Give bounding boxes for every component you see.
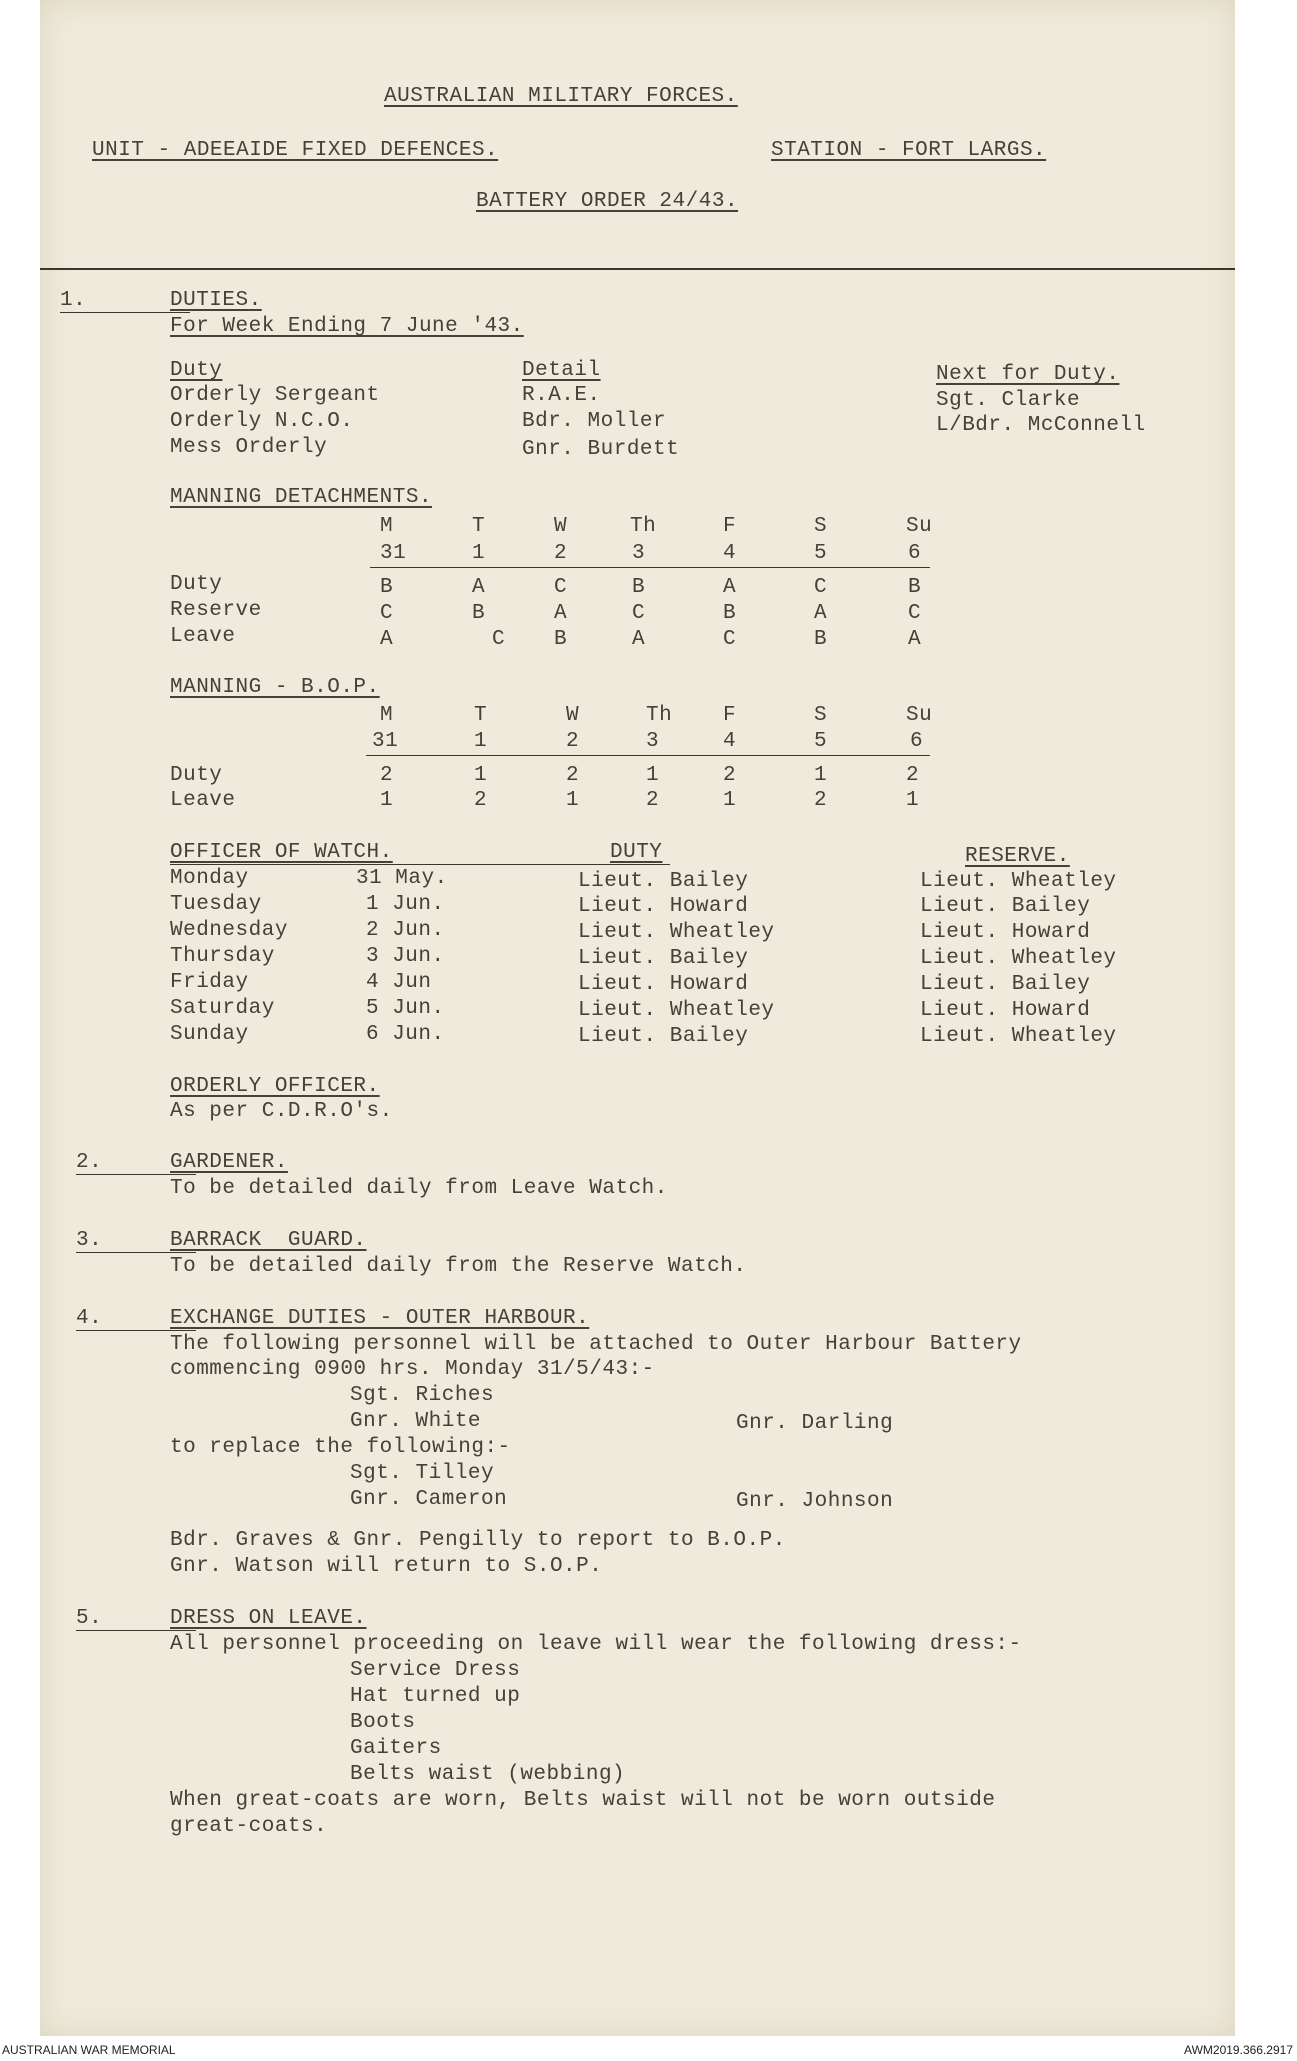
md-date-m: 31 — [380, 542, 407, 565]
section-3-number: 3. — [76, 1229, 103, 1252]
watch-row-6-day: Saturday — [170, 997, 275, 1020]
watch-row-2-date: 1 Jun. — [366, 893, 445, 916]
md-day-s: S — [814, 515, 828, 538]
md-date-t: 1 — [472, 542, 486, 565]
watch-row-1-date: 31 May. — [356, 867, 448, 890]
bop-leave-label: Leave — [170, 789, 236, 812]
watch-row-5-reserve: Lieut. Bailey — [920, 973, 1091, 996]
watch-row-2-duty: Lieut. Howard — [578, 895, 749, 918]
duty-row-3-duty: Mess Orderly — [170, 436, 328, 459]
duty-row-2-duty: Orderly N.C.O. — [170, 410, 354, 433]
md-reserve-su: C — [908, 602, 922, 625]
watch-row-6-duty: Lieut. Wheatley — [578, 999, 775, 1022]
bop-duty-su: 2 — [906, 764, 920, 787]
bop-duty-w: 2 — [566, 764, 580, 787]
dress-item-4: Gaiters — [350, 1737, 442, 1760]
bop-leave-th: 2 — [646, 789, 660, 812]
md-reserve-th: C — [632, 602, 646, 625]
md-day-m: M — [380, 515, 394, 538]
md-leave-m: A — [380, 628, 394, 651]
duty-row-1-next: Sgt. Clarke — [936, 389, 1081, 412]
watch-row-7-reserve: Lieut. Wheatley — [920, 1025, 1117, 1048]
duty-header: Duty — [170, 359, 223, 382]
section-1-title: DUTIES. — [170, 289, 262, 312]
replace-line: to replace the following:- — [170, 1436, 511, 1459]
dress-item-2: Hat turned up — [350, 1685, 521, 1708]
bop-duty-f: 2 — [723, 764, 737, 787]
md-reserve-m: C — [380, 602, 394, 625]
order-title: BATTERY ORDER 24/43. — [476, 190, 739, 213]
org-heading: AUSTRALIAN MILITARY FORCES. — [384, 85, 738, 108]
watch-row-4-reserve: Lieut. Wheatley — [920, 947, 1117, 970]
attach-gnr-2: Gnr. Darling — [736, 1412, 894, 1435]
station-line: STATION - FORT LARGS. — [771, 139, 1047, 162]
section-2-number: 2. — [76, 1151, 103, 1174]
md-leave-f: C — [723, 628, 737, 651]
replace-sgt: Sgt. Tilley — [350, 1462, 495, 1485]
section-5-number: 5. — [76, 1607, 103, 1630]
watch-row-3-duty: Lieut. Wheatley — [578, 921, 775, 944]
section-1-number: 1. — [60, 289, 87, 312]
dress-item-5: Belts waist (webbing) — [350, 1763, 626, 1786]
duty-row-1-duty: Orderly Sergeant — [170, 384, 380, 407]
watch-row-1-reserve: Lieut. Wheatley — [920, 870, 1117, 893]
md-reserve-w: A — [554, 602, 568, 625]
section-5-line-2: When great-coats are worn, Belts waist will not be worn outside — [170, 1789, 996, 1812]
manning-bop-title: MANNING - B.O.P. — [170, 676, 380, 699]
section-5-line-1: All personnel proceeding on leave will wear the following dress:- — [170, 1633, 1022, 1656]
watch-header-rule — [170, 864, 670, 865]
md-duty-su: B — [908, 576, 922, 599]
md-date-w: 2 — [554, 542, 568, 565]
bop-duty-t: 1 — [474, 764, 488, 787]
md-duty-label: Duty — [170, 573, 223, 596]
bop-date-su: 6 — [910, 730, 924, 753]
watch-row-3-day: Wednesday — [170, 919, 288, 942]
manning-detachments-title: MANNING DETACHMENTS. — [170, 486, 433, 509]
section-5-rule — [76, 1630, 196, 1631]
md-date-f: 4 — [723, 542, 737, 565]
section-4-line-4: Gnr. Watson will return to S.O.P. — [170, 1555, 603, 1578]
watch-row-6-reserve: Lieut. Howard — [920, 999, 1091, 1022]
bop-leave-m: 1 — [380, 789, 394, 812]
watch-row-7-day: Sunday — [170, 1023, 249, 1046]
section-5-line-3: great-coats. — [170, 1815, 328, 1838]
detail-header: Detail — [522, 359, 601, 382]
watch-row-3-date: 2 Jun. — [366, 919, 445, 942]
orderly-officer-title: ORDERLY OFFICER. — [170, 1075, 380, 1098]
attach-gnr-1: Gnr. White — [350, 1410, 482, 1433]
bop-leave-t: 2 — [474, 789, 488, 812]
md-reserve-t: B — [472, 602, 486, 625]
md-leave-t: C — [492, 628, 506, 651]
dress-item-1: Service Dress — [350, 1659, 521, 1682]
section-5-title: DRESS ON LEAVE. — [170, 1607, 367, 1630]
section-4-line-1: The following personnel will be attached to Outer Harbour Battery — [170, 1333, 1022, 1356]
watch-reserve-header: RESERVE. — [965, 845, 1070, 868]
next-duty-header: Next for Duty. — [936, 363, 1120, 386]
md-date-rule — [370, 567, 930, 568]
md-day-t: T — [472, 515, 486, 538]
bop-day-t: T — [474, 704, 488, 727]
bop-date-rule — [366, 755, 930, 756]
md-reserve-f: B — [723, 602, 737, 625]
unit-line: UNIT - ADEEAIDE FIXED DEFENCES. — [92, 139, 499, 162]
section-3-title: BARRACK GUARD. — [170, 1229, 367, 1252]
bop-date-s: 5 — [814, 730, 828, 753]
section-2-rule — [76, 1174, 196, 1175]
watch-row-5-duty: Lieut. Howard — [578, 973, 749, 996]
bop-day-th: Th — [646, 704, 673, 727]
watch-duty-header: DUTY — [610, 841, 663, 864]
section-3-text: To be detailed daily from the Reserve Watch. — [170, 1255, 747, 1278]
bop-leave-w: 1 — [566, 789, 580, 812]
watch-row-4-day: Thursday — [170, 945, 275, 968]
md-reserve-label: Reserve — [170, 599, 262, 622]
section-2-title: GARDENER. — [170, 1151, 288, 1174]
orderly-officer-text: As per C.D.R.O's. — [170, 1100, 393, 1123]
section-4-number: 4. — [76, 1307, 103, 1330]
md-leave-su: A — [908, 628, 922, 651]
watch-row-3-reserve: Lieut. Howard — [920, 921, 1091, 944]
document-sheet — [40, 0, 1235, 2036]
bop-duty-m: 2 — [380, 764, 394, 787]
watch-row-1-day: Monday — [170, 867, 249, 890]
md-duty-w: C — [554, 576, 568, 599]
bop-date-t: 1 — [474, 730, 488, 753]
md-date-s: 5 — [814, 542, 828, 565]
watch-row-7-duty: Lieut. Bailey — [578, 1025, 749, 1048]
duty-row-3-detail: Gnr. Burdett — [522, 438, 680, 461]
bop-day-f: F — [723, 704, 737, 727]
duty-row-1-detail: R.A.E. — [522, 384, 601, 407]
bop-date-m: 31 — [372, 730, 399, 753]
watch-row-5-date: 4 Jun — [366, 971, 432, 994]
footer-left: AUSTRALIAN WAR MEMORIAL — [2, 2043, 176, 2057]
bop-day-s: S — [814, 704, 828, 727]
md-day-su: Su — [906, 515, 933, 538]
md-day-w: W — [554, 515, 568, 538]
bop-date-w: 2 — [566, 730, 580, 753]
bop-day-w: W — [566, 704, 580, 727]
bop-date-th: 3 — [646, 730, 660, 753]
attach-sgt: Sgt. Riches — [350, 1384, 495, 1407]
dress-item-3: Boots — [350, 1711, 416, 1734]
bop-duty-th: 1 — [646, 764, 660, 787]
section-1-rule — [60, 312, 190, 313]
md-date-th: 3 — [632, 542, 646, 565]
duty-row-2-next: L/Bdr. McConnell — [936, 414, 1146, 437]
section-4-title: EXCHANGE DUTIES - OUTER HARBOUR. — [170, 1307, 590, 1330]
duty-row-2-detail: Bdr. Moller — [522, 410, 667, 433]
bop-duty-label: Duty — [170, 764, 223, 787]
watch-row-4-duty: Lieut. Bailey — [578, 947, 749, 970]
section-4-line-3: Bdr. Graves & Gnr. Pengilly to report to B.O.P. — [170, 1529, 786, 1552]
md-duty-t: A — [472, 576, 486, 599]
bop-day-su: Su — [906, 704, 933, 727]
replace-gnr-2: Gnr. Johnson — [736, 1490, 894, 1513]
replace-gnr-1: Gnr. Cameron — [350, 1488, 508, 1511]
section-1-subtitle: For Week Ending 7 June '43. — [170, 315, 524, 338]
md-leave-th: A — [632, 628, 646, 651]
bop-date-f: 4 — [723, 730, 737, 753]
section-3-rule — [76, 1252, 196, 1253]
watch-row-2-day: Tuesday — [170, 893, 262, 916]
md-duty-m: B — [380, 576, 394, 599]
watch-row-5-day: Friday — [170, 971, 249, 994]
md-day-f: F — [723, 515, 737, 538]
watch-row-7-date: 6 Jun. — [366, 1023, 445, 1046]
bop-leave-f: 1 — [723, 789, 737, 812]
watch-row-1-duty: Lieut. Bailey — [578, 870, 749, 893]
bop-duty-s: 1 — [814, 764, 828, 787]
watch-row-2-reserve: Lieut. Bailey — [920, 895, 1091, 918]
md-duty-f: A — [723, 576, 737, 599]
md-date-su: 6 — [908, 542, 922, 565]
section-2-text: To be detailed daily from Leave Watch. — [170, 1177, 668, 1200]
md-day-th: Th — [630, 515, 657, 538]
watch-row-6-date: 5 Jun. — [366, 997, 445, 1020]
md-reserve-s: A — [814, 602, 828, 625]
md-leave-label: Leave — [170, 625, 236, 648]
md-leave-w: B — [554, 628, 568, 651]
md-leave-s: B — [814, 628, 828, 651]
bop-leave-su: 1 — [906, 789, 920, 812]
section-4-line-2: commencing 0900 hrs. Monday 31/5/43:- — [170, 1358, 655, 1381]
bop-day-m: M — [380, 704, 394, 727]
footer-right: AWM2019.366.2917 — [1184, 2043, 1293, 2057]
section-4-rule — [76, 1330, 196, 1331]
watch-row-4-date: 3 Jun. — [366, 945, 445, 968]
bop-leave-s: 2 — [814, 789, 828, 812]
officer-of-watch-title: OFFICER OF WATCH. — [170, 841, 393, 864]
header-divider — [40, 268, 1235, 270]
md-duty-s: C — [814, 576, 828, 599]
md-duty-th: B — [632, 576, 646, 599]
